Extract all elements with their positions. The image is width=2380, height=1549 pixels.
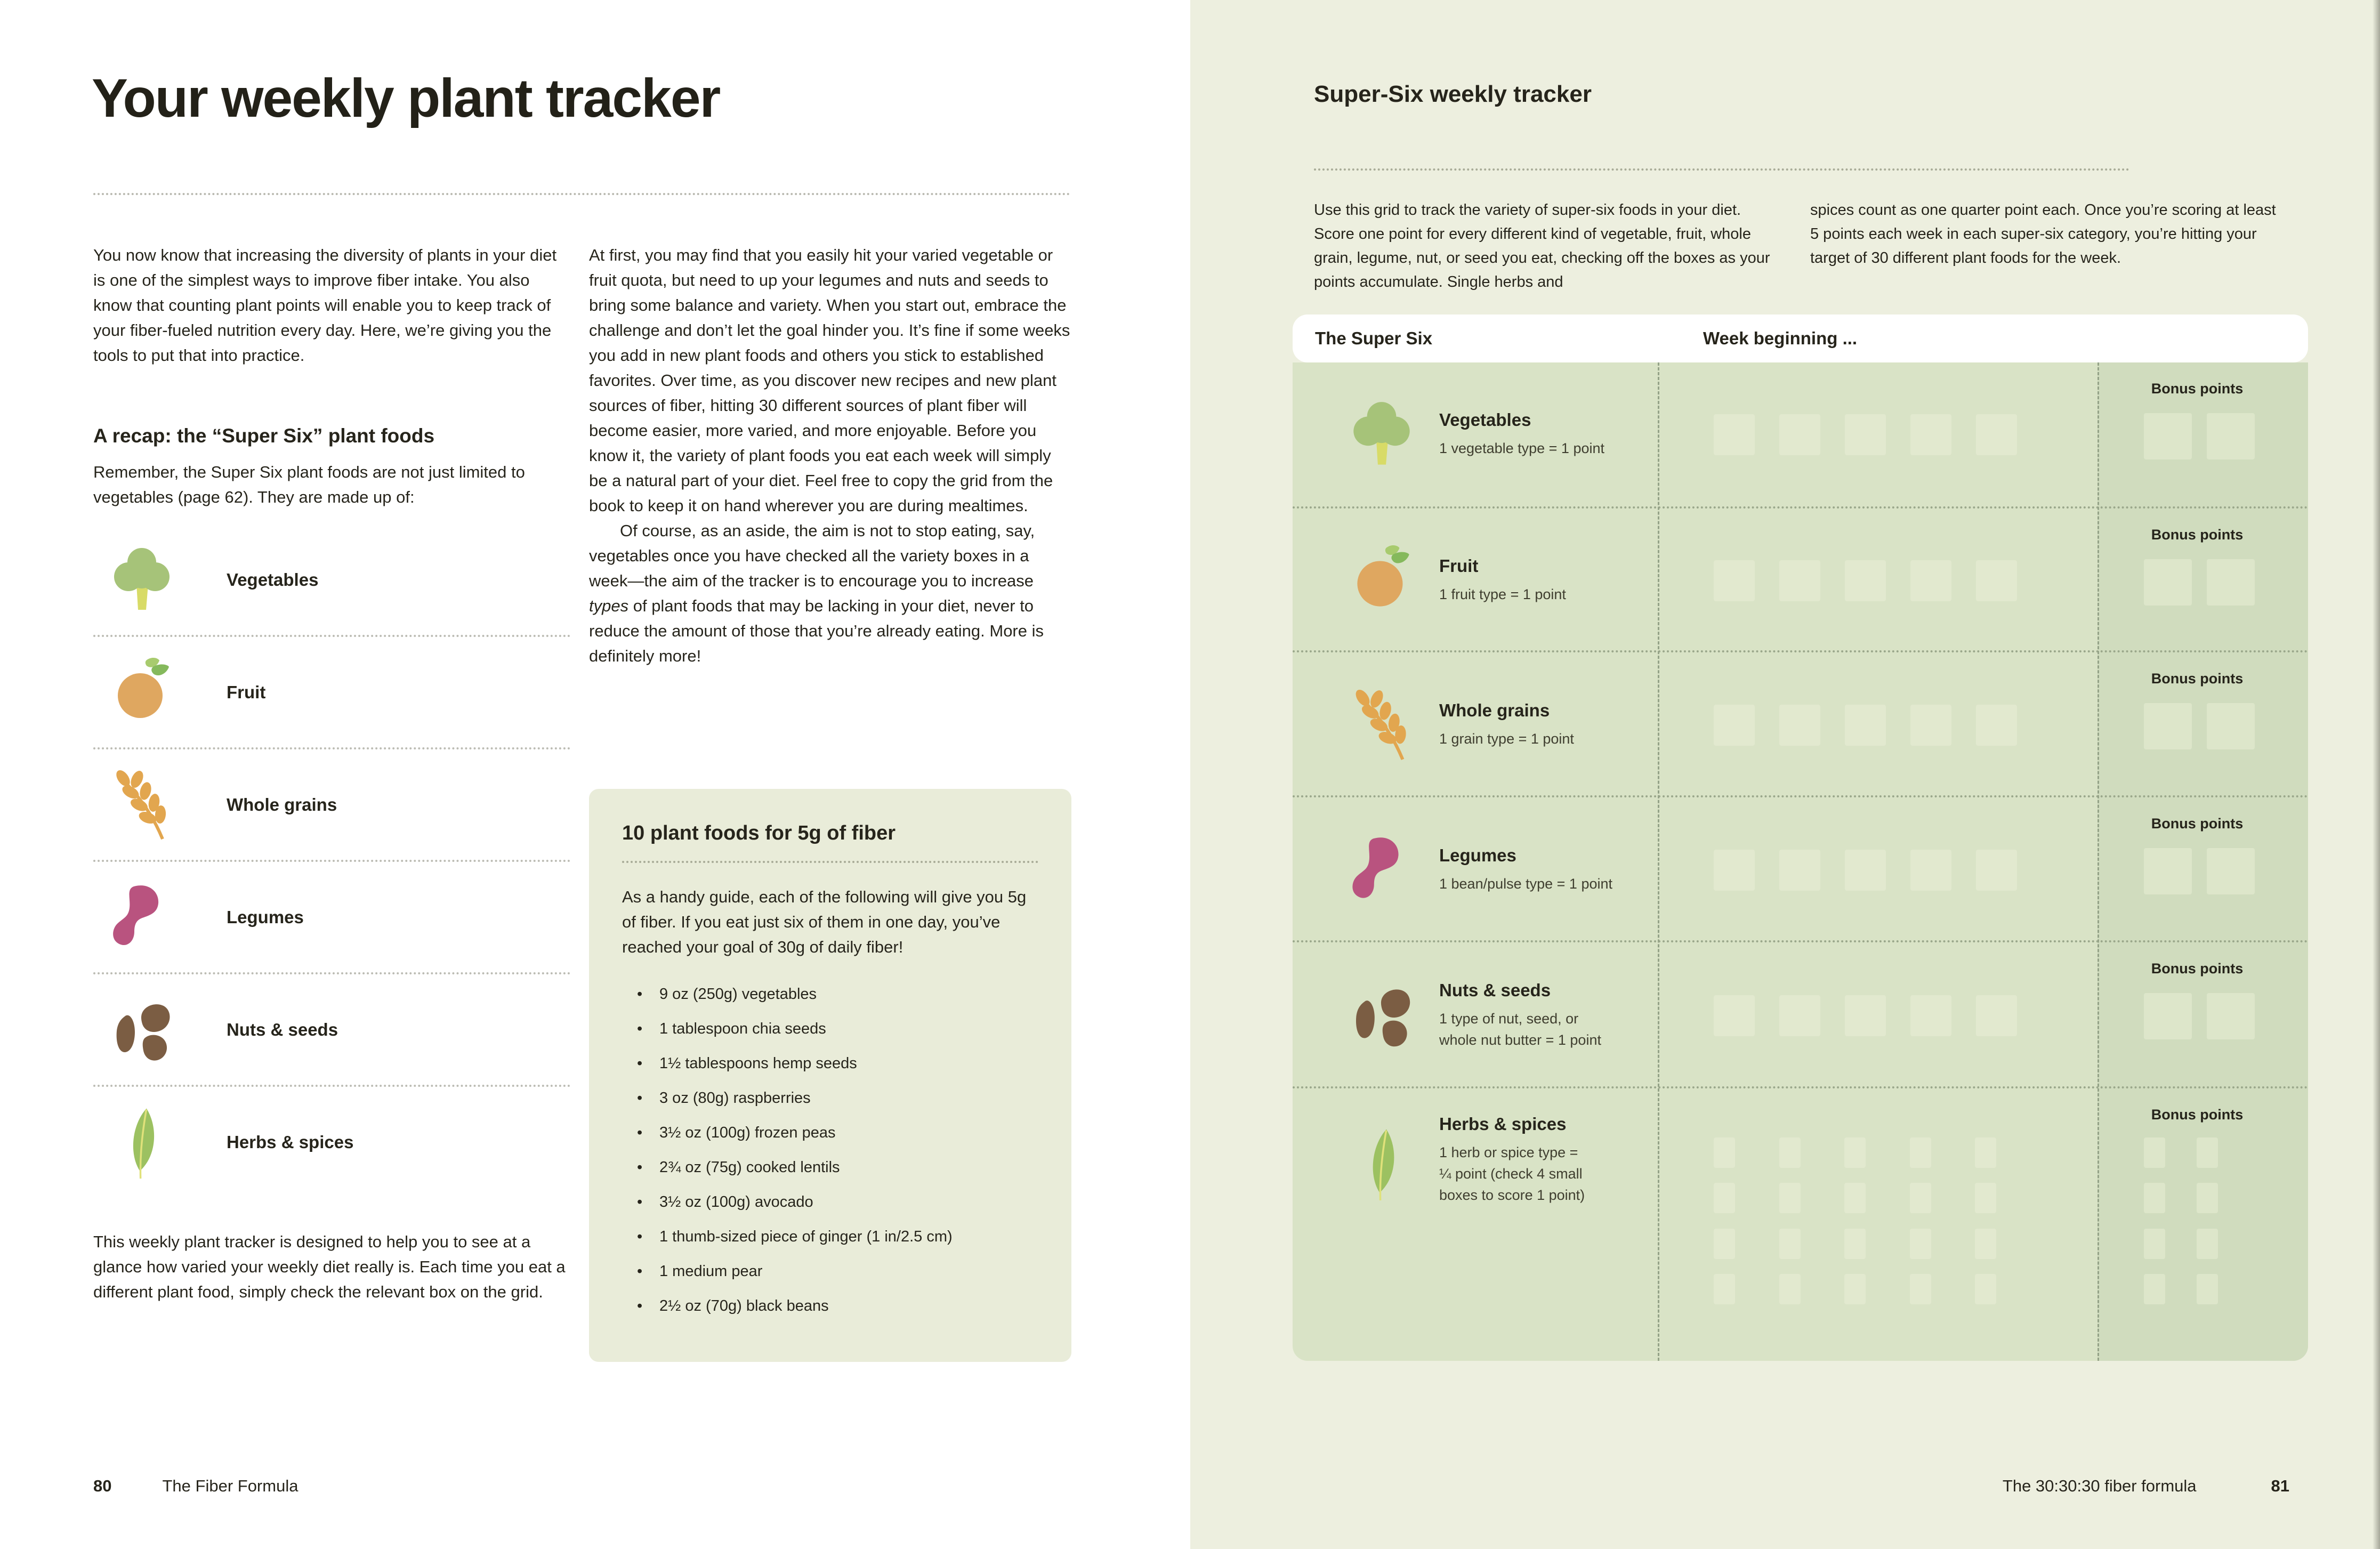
tracker-grid xyxy=(1293,314,2308,1361)
tracker-row-subtitle: 1 fruit type = 1 point xyxy=(1439,586,1566,602)
week-checkbox[interactable] xyxy=(1779,1183,1801,1213)
tracker-row-text xyxy=(1439,700,1668,749)
tracker-row-name: Legumes xyxy=(1439,845,1516,865)
super-six-item-label: Whole grains xyxy=(227,794,337,814)
tracker-col-super-six: The Super Six xyxy=(1315,328,1433,348)
fiber-food-item: • 2¾ oz (75g) cooked lentils xyxy=(622,1157,1038,1177)
title-divider xyxy=(93,193,1070,195)
tracker-row-name: Fruit xyxy=(1439,556,1479,576)
tracker-row-subtitle: 1 herb or spice type = ¼ point (check 4 small boxes to score 1 point) xyxy=(1439,1144,1585,1203)
body-paragraph: At first, you may find that you easily hit your varied vegetable or fruit quota, but need to up your legumes and nuts and seeds to bring some balance and variety. When you start out, embrace the challenge and don’t let the goal hinder you. It’s fine if some weeks you add in new plant foods and others you stick to established favorites. Over time, as you discover new recipes and new plant sources of fiber, hitting 30 different sources of plant fiber will become easier, more varied, and more enjoyable. Before you know it, the variety of plant foods you eat each week will simply be a natural part of your diet. Feel free to copy the grid from the book to keep it on hand wherever you are during mealtimes. xyxy=(589,246,1070,515)
week-checkbox[interactable] xyxy=(1844,1274,1866,1304)
book-section: The 30:30:30 fiber formula xyxy=(2002,1477,2197,1495)
bonus-checkbox[interactable] xyxy=(2197,1137,2218,1168)
recap-heading: A recap: the “Super Six” plant foods xyxy=(93,425,435,447)
nuts-icon-wrap xyxy=(100,991,185,1068)
body-paragraph: Of course, as an aside, the aim is not to stop eating, say, vegetables once you have checked all the variety boxes in a week—the aim of the tracker is to encourage you to increase types of plant foods that may be lacking in your diet, never to reduce the amount of those that you’re already eating. More is definitely more! xyxy=(589,521,1044,665)
fiber-box-intro: As a handy guide, each of the following will give you 5g of fiber. If you eat just six of them in one day, you’ve reached your goal of 30g of daily fiber! xyxy=(622,888,1027,956)
wheat-icon xyxy=(1342,687,1423,763)
tracker-row-text xyxy=(1439,1114,1668,1206)
week-checkbox[interactable] xyxy=(1910,995,1951,1036)
super-six-item-whole-grains xyxy=(93,749,570,862)
tracker-row-name: Vegetables xyxy=(1439,410,1531,430)
bonus-checkbox[interactable] xyxy=(2144,993,2192,1039)
fiber-food-item: • 3 oz (80g) raspberries xyxy=(622,1088,1038,1108)
fiber-food-item: • 3½ oz (100g) frozen peas xyxy=(622,1123,1038,1143)
fiber-food-item: • 1½ tablespoons hemp seeds xyxy=(622,1053,1038,1074)
tracker-row-name: Whole grains xyxy=(1439,700,1550,720)
page-number: 80 xyxy=(93,1477,112,1495)
week-checkbox[interactable] xyxy=(1779,1137,1801,1168)
page-edge-shadow xyxy=(2373,0,2380,1549)
week-checkbox[interactable] xyxy=(1975,1229,1996,1259)
week-checkbox[interactable] xyxy=(1910,850,1951,891)
super-six-item-label: Fruit xyxy=(227,682,266,702)
super-six-item-label: Herbs & spices xyxy=(227,1132,354,1152)
fiber-food-item: • 3½ oz (100g) avocado xyxy=(622,1192,1038,1212)
week-checkbox[interactable] xyxy=(1844,1229,1866,1259)
tracker-row-text xyxy=(1439,845,1668,894)
week-checkbox[interactable] xyxy=(1779,1274,1801,1304)
super-six-item-label: Nuts & seeds xyxy=(227,1019,338,1039)
nuts-icon xyxy=(102,993,182,1067)
tracker-grid-header xyxy=(1293,314,2308,362)
bonus-checkbox[interactable] xyxy=(2144,1137,2165,1168)
tracker-row-vegetables xyxy=(1293,362,2308,506)
week-checkbox[interactable] xyxy=(1976,560,2017,601)
super-six-item-label: Vegetables xyxy=(227,569,319,590)
week-checkbox[interactable] xyxy=(1779,560,1820,601)
tracker-grid-body xyxy=(1293,362,2308,1361)
fiber-food-list xyxy=(622,984,1038,1316)
bonus-checkbox[interactable] xyxy=(2207,413,2255,459)
bonus-checkbox[interactable] xyxy=(2144,1274,2165,1304)
super-six-item-legumes xyxy=(93,862,570,974)
orange-icon xyxy=(102,655,182,730)
bonus-points-label: Bonus points xyxy=(2151,1107,2244,1123)
tracker-heading-divider xyxy=(1314,168,2129,171)
tracker-row-whole-grains xyxy=(1293,650,2308,797)
wheat-icon xyxy=(102,768,182,842)
tracker-row-text xyxy=(1439,556,1668,605)
week-checkbox[interactable] xyxy=(1845,705,1886,746)
tracker-intro-col2: spices count as one quarter point each. Once you’re scoring at least 5 points each week in each super-six category, you’re hitting your target of 30 different plant foods for the week. xyxy=(1810,201,2276,267)
bean-icon xyxy=(102,880,182,955)
week-checkbox[interactable] xyxy=(1714,414,1755,455)
bonus-checkbox[interactable] xyxy=(2144,413,2192,459)
super-six-item-fruit xyxy=(93,637,570,749)
broccoli-icon xyxy=(102,543,182,617)
left-column xyxy=(93,243,570,1304)
week-checkbox[interactable] xyxy=(1714,995,1755,1036)
week-checkbox[interactable] xyxy=(1714,705,1755,746)
bonus-checkbox[interactable] xyxy=(2207,993,2255,1039)
bean-icon xyxy=(1342,832,1423,908)
week-checkbox[interactable] xyxy=(1779,850,1820,891)
wheat-icon-wrap xyxy=(1340,687,1425,763)
week-checkbox[interactable] xyxy=(1976,705,2017,746)
week-checkbox[interactable] xyxy=(1779,705,1820,746)
week-checkbox[interactable] xyxy=(1845,995,1886,1036)
week-checkbox[interactable] xyxy=(1714,1137,1735,1168)
orange-icon-wrap xyxy=(100,654,185,731)
closing-paragraph: This weekly plant tracker is designed to help you to see at a glance how varied your weekly diet really is. Each time you eat a different plant food, simply check the relevant box on the grid. xyxy=(93,1232,566,1302)
week-checkbox[interactable] xyxy=(1975,1183,1996,1213)
fiber-box-title: 10 plant foods for 5g of fiber xyxy=(622,822,896,844)
bonus-points-label: Bonus points xyxy=(2151,671,2244,687)
recap-text: Remember, the Super Six plant foods are not just limited to vegetables (page 62). They are made up of: xyxy=(93,463,525,507)
bonus-points-label: Bonus points xyxy=(2151,961,2244,977)
super-six-item-nuts-seeds xyxy=(93,974,570,1087)
leaf-icon xyxy=(102,1105,182,1180)
week-checkbox[interactable] xyxy=(1975,1137,1996,1168)
nuts-icon-wrap xyxy=(1340,978,1425,1053)
tracker-intro-col1: Use this grid to track the variety of super-six foods in your diet. Score one point for every different kind of vegetable, fruit, whole grain, legume, nut, or seed you eat, checking off the boxes as your points accumulate. Single herbs and xyxy=(1314,201,1770,291)
bonus-points-label: Bonus points xyxy=(2151,527,2244,543)
fiber-food-item: • 2½ oz (70g) black beans xyxy=(622,1296,1038,1316)
left-page-footer xyxy=(93,1477,298,1496)
nuts-icon xyxy=(1342,978,1423,1053)
tracker-row-subtitle: 1 grain type = 1 point xyxy=(1439,731,1574,747)
week-checkbox[interactable] xyxy=(1844,1137,1866,1168)
week-checkbox[interactable] xyxy=(1910,1229,1931,1259)
fiber-food-item: • 1 tablespoon chia seeds xyxy=(622,1019,1038,1039)
week-checkbox[interactable] xyxy=(1910,414,1951,455)
tracker-row-herbs-spices xyxy=(1293,1086,2308,1361)
week-checkbox[interactable] xyxy=(1910,1137,1931,1168)
bonus-checkbox[interactable] xyxy=(2144,1229,2165,1259)
page-number: 81 xyxy=(2271,1477,2289,1495)
page-title: Your weekly plant tracker xyxy=(92,68,720,128)
bonus-checkbox[interactable] xyxy=(2207,559,2255,606)
fiber-box-divider xyxy=(622,861,1038,863)
right-page xyxy=(1190,0,2380,1549)
broccoli-icon-wrap xyxy=(1340,397,1425,472)
week-checkbox[interactable] xyxy=(1714,560,1755,601)
bean-icon-wrap xyxy=(100,878,185,956)
week-checkbox[interactable] xyxy=(1910,560,1951,601)
bonus-checkbox[interactable] xyxy=(2144,703,2192,749)
orange-icon xyxy=(1342,543,1423,618)
intro-paragraph: You now know that increasing the diversity of plants in your diet is one of the simplest ways to improve fiber intake. You also know that counting plant points will enable you to keep track of your fiber-fueled nutrition every day. Here, we’re giving you the tools to put that into practice. xyxy=(93,246,557,365)
tracker-row-subtitle: 1 bean/pulse type = 1 point xyxy=(1439,876,1613,892)
bonus-checkbox[interactable] xyxy=(2197,1183,2218,1213)
bonus-checkbox[interactable] xyxy=(2144,559,2192,606)
week-checkbox[interactable] xyxy=(1975,1274,1996,1304)
week-checkbox[interactable] xyxy=(1845,414,1886,455)
leaf-icon-wrap xyxy=(100,1103,185,1181)
super-six-item-vegetables xyxy=(93,525,570,637)
bonus-checkbox[interactable] xyxy=(2197,1229,2218,1259)
week-checkbox[interactable] xyxy=(1910,1183,1931,1213)
tracker-row-text xyxy=(1439,410,1668,459)
week-checkbox[interactable] xyxy=(1779,995,1820,1036)
tracker-row-name: Herbs & spices xyxy=(1439,1114,1567,1134)
super-six-list xyxy=(93,525,570,1197)
bonus-points-label: Bonus points xyxy=(2151,381,2244,397)
tracker-row-fruit xyxy=(1293,506,2308,652)
fiber-food-item: • 9 oz (250g) vegetables xyxy=(622,984,1038,1004)
week-checkbox[interactable] xyxy=(1714,1274,1735,1304)
fiber-tip-box xyxy=(589,789,1071,1362)
tracker-row-name: Nuts & seeds xyxy=(1439,980,1551,1000)
bonus-checkbox[interactable] xyxy=(2144,1183,2165,1213)
bonus-checkbox[interactable] xyxy=(2144,848,2192,894)
tracker-row-legumes xyxy=(1293,795,2308,942)
week-checkbox[interactable] xyxy=(1976,414,2017,455)
bonus-checkbox[interactable] xyxy=(2197,1274,2218,1304)
leaf-icon xyxy=(1342,1126,1423,1201)
week-checkbox[interactable] xyxy=(1910,1274,1931,1304)
bonus-points-label: Bonus points xyxy=(2151,816,2244,832)
wheat-icon-wrap xyxy=(100,766,185,843)
week-checkbox[interactable] xyxy=(1779,1229,1801,1259)
middle-column xyxy=(589,243,1071,1314)
broccoli-icon xyxy=(1342,397,1423,472)
leaf-icon-wrap xyxy=(1340,1126,1425,1201)
bonus-checkbox[interactable] xyxy=(2207,848,2255,894)
week-checkbox[interactable] xyxy=(1714,1183,1735,1213)
week-checkbox[interactable] xyxy=(1910,705,1951,746)
super-six-item-herbs-spices xyxy=(93,1087,570,1197)
week-checkbox[interactable] xyxy=(1845,850,1886,891)
right-page-footer xyxy=(2003,1477,2289,1496)
super-six-item-label: Legumes xyxy=(227,907,304,927)
week-checkbox[interactable] xyxy=(1976,850,2017,891)
week-checkbox[interactable] xyxy=(1976,995,2017,1036)
book-title: The Fiber Formula xyxy=(162,1477,298,1495)
fiber-food-item: • 1 thumb-sized piece of ginger (1 in/2.5 cm) xyxy=(622,1227,1038,1247)
orange-icon-wrap xyxy=(1340,543,1425,618)
tracker-row-nuts-seeds xyxy=(1293,940,2308,1088)
fiber-food-item: • 1 medium pear xyxy=(622,1261,1038,1281)
broccoli-icon-wrap xyxy=(100,541,185,618)
week-checkbox[interactable] xyxy=(1845,560,1886,601)
bean-icon-wrap xyxy=(1340,832,1425,908)
week-checkbox[interactable] xyxy=(1714,850,1755,891)
tracker-col-week-beginning: Week beginning ... xyxy=(1703,328,1858,348)
tracker-heading: Super-Six weekly tracker xyxy=(1314,81,1592,107)
week-checkbox[interactable] xyxy=(1779,414,1820,455)
bonus-checkbox[interactable] xyxy=(2207,703,2255,749)
tracker-row-subtitle: 1 type of nut, seed, or whole nut butter = 1 point xyxy=(1439,1011,1601,1048)
tracker-row-subtitle: 1 vegetable type = 1 point xyxy=(1439,440,1604,456)
week-checkbox[interactable] xyxy=(1844,1183,1866,1213)
tracker-row-text xyxy=(1439,980,1668,1051)
week-checkbox[interactable] xyxy=(1714,1229,1735,1259)
